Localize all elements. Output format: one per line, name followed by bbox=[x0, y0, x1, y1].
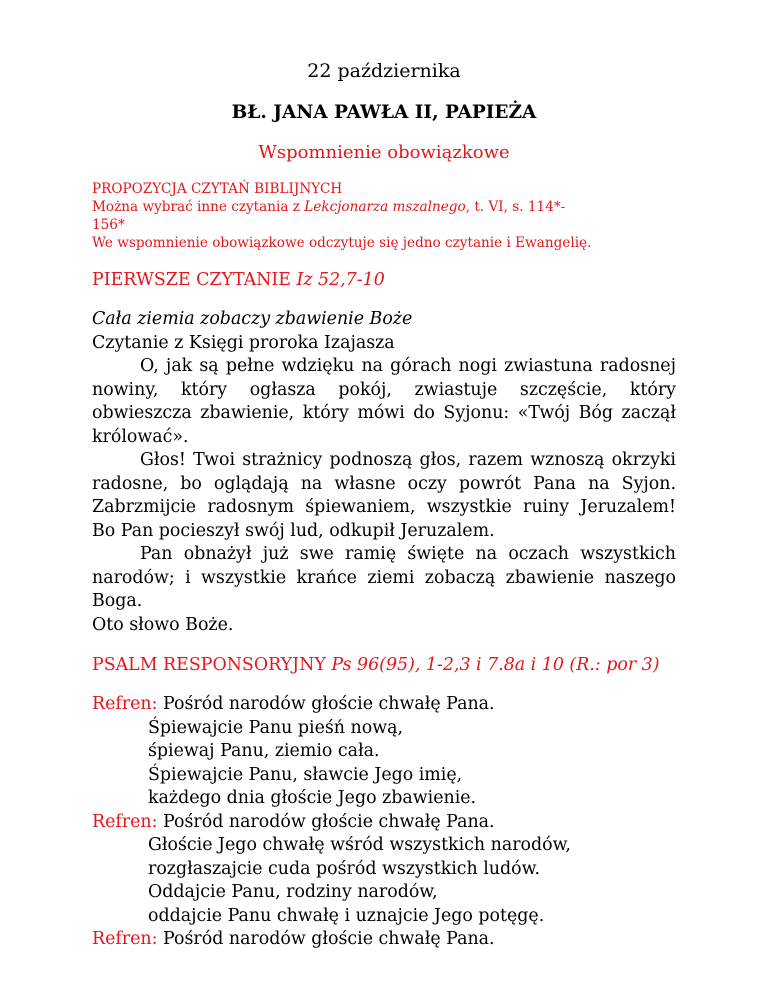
readings-proposal bbox=[92, 180, 676, 252]
feast-rank: Wspomnienie obowiązkowe bbox=[258, 142, 510, 163]
reading-closing: Oto słowo Boże. bbox=[92, 614, 234, 635]
psalm-verse: każdego dnia głoście Jego zbawienie. bbox=[148, 788, 477, 808]
refrain-label: Refren: bbox=[92, 929, 158, 949]
psalm-refrain: Refren: Pośród narodów głoście chwałę Pana. bbox=[92, 694, 495, 714]
psalm-text bbox=[92, 693, 676, 952]
psalm-verse: rozgłaszajcie cuda pośród wszystkich ludów. bbox=[148, 858, 540, 879]
proposal-note: Można wybrać inne czytania z Lekcjonarza mszalnego, t. VI, s. 114*- bbox=[92, 199, 566, 215]
reading-paragraph: Głos! Twoi strażnicy podnoszą głos, razem wznoszą okrzyki radosne, bo oglądają na własne oczy powrót Pana na Syjon. Zabrzmijcie radosnym śpiewaniem, wszystkie ruiny Jeruzalem! Bo Pan pocieszył swój lud, odkupił Jeruzalem. bbox=[92, 450, 676, 541]
psalm-verse: Oddajcie Panu, rodziny narodów, bbox=[148, 882, 438, 902]
lectionary-title: Lekcjonarza mszalnego bbox=[304, 199, 466, 215]
psalm-heading: PSALM RESPONSORYJNY Ps 96(95), 1-2,3 i 7.8a i 10 (R.: por 3) bbox=[92, 655, 660, 675]
refrain-label: Refren: bbox=[92, 694, 158, 714]
psalm-verse: oddajcie Panu chwałę i uznajcie Jego potęgę. bbox=[148, 905, 545, 926]
refrain-label: Refren: bbox=[92, 811, 158, 832]
reading-intro: Czytanie z Księgi proroka Izajasza bbox=[92, 332, 395, 353]
first-reading-text bbox=[92, 308, 676, 637]
proposal-note-pages: 156* bbox=[92, 217, 125, 233]
reading-motto: Cała ziemia zobaczy zbawienie Boże bbox=[92, 309, 413, 329]
feast-date: 22 października bbox=[307, 60, 461, 82]
psalm-verse: Głoście Jego chwałę wśród wszystkich narodów, bbox=[148, 835, 571, 855]
feast-title: BŁ. JANA PAWŁA II, PAPIEŻA bbox=[231, 102, 537, 123]
reading-paragraph: O, jak są pełne wdzięku na górach nogi zwiastuna radosnej nowiny, który ogłasza pokój, zwiastuje szczęście, który obwieszcza zbawienie, który mówi do Syjonu: «Twój Bóg zaczął królować». bbox=[92, 356, 676, 447]
proposal-rule: We wspomnienie obowiązkowe odczytuje się jedno czytanie i Ewangelię. bbox=[92, 235, 592, 251]
psalm-verse: śpiewaj Panu, ziemio cała. bbox=[148, 741, 380, 761]
psalm-reference: Ps 96(95), 1-2,3 i 7.8a i 10 (R.: por 3) bbox=[331, 655, 660, 675]
first-reading-reference: Iz 52,7-10 bbox=[296, 270, 385, 290]
reading-paragraph: Pan obnażył już swe ramię święte na oczach wszystkich narodów; i wszystkie krańce ziemi zobaczą zbawienie naszego Boga. bbox=[92, 544, 676, 611]
psalm-refrain: Refren: Pośród narodów głoście chwałę Pana. bbox=[92, 811, 495, 832]
proposal-heading: PROPOZYCJA CZYTAŃ BIBLIJNYCH bbox=[92, 181, 343, 197]
psalm-verse: Śpiewajcie Panu pieśń nową, bbox=[148, 717, 403, 738]
psalm-refrain: Refren: Pośród narodów głoście chwałę Pana. bbox=[92, 929, 495, 949]
first-reading-heading: PIERWSZE CZYTANIE Iz 52,7-10 bbox=[92, 270, 385, 290]
psalm-verse: Śpiewajcie Panu, sławcie Jego imię, bbox=[148, 764, 463, 785]
